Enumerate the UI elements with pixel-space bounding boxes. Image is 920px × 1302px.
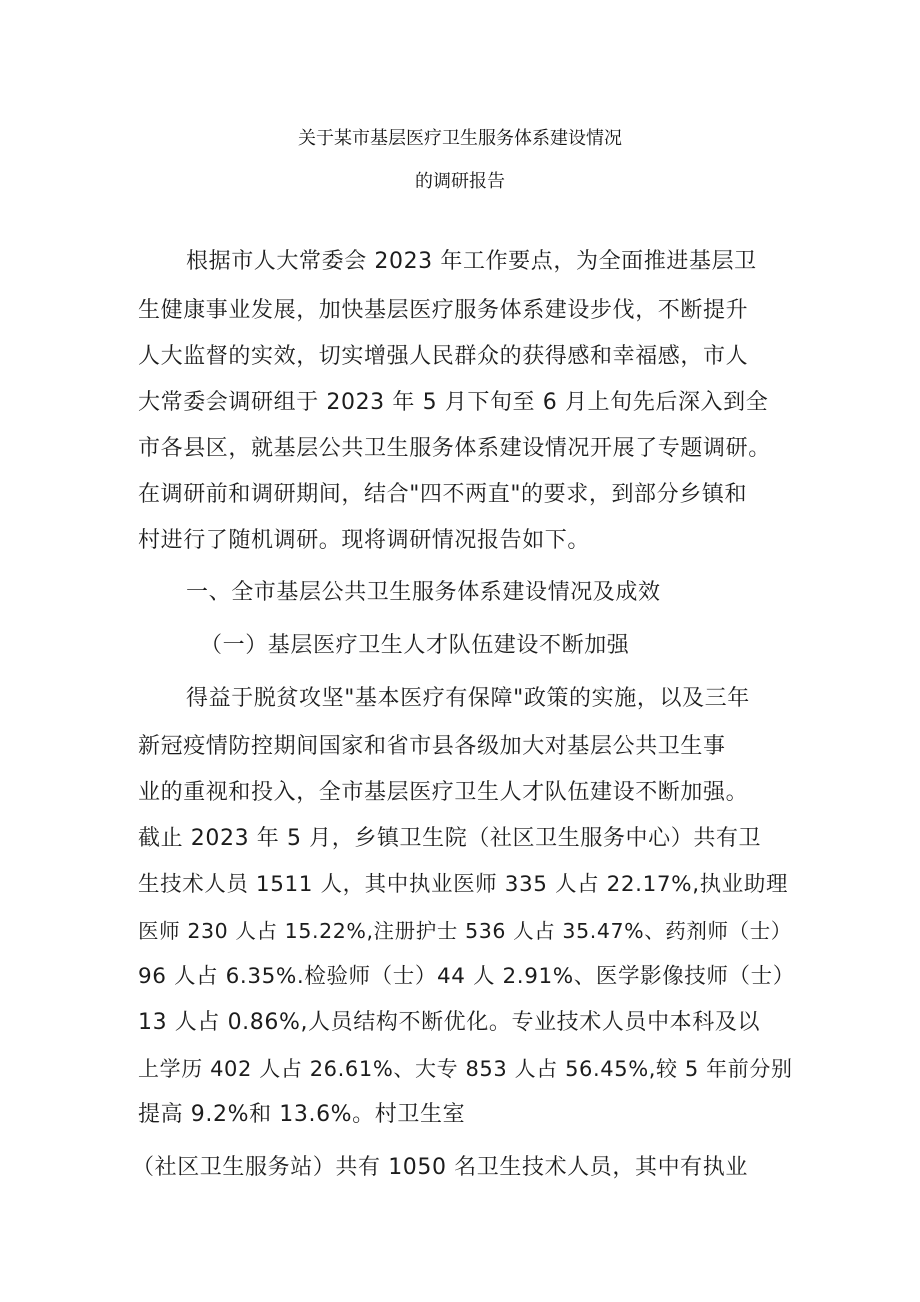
- paragraph-1-line: 在调研前和调研期间，结合"四不两直"的要求，到部分乡镇和: [138, 482, 748, 507]
- paragraph-2-line: 业的重视和投入，全市基层医疗卫生人才队伍建设不断加强。: [138, 780, 749, 805]
- paragraph-2-line: 医师 230 人占 15.22%,注册护士 536 人占 35.47%、药剂师（士）: [138, 919, 792, 943]
- paragraph-2-line: 新冠疫情防控期间国家和省市县各级加大对基层公共卫生事: [138, 734, 726, 759]
- paragraph-1-line: 市各县区，就基层公共卫生服务体系建设情况开展了专题调研。: [138, 436, 771, 461]
- paragraph-1-line: 村进行了随机调研。现将调研情况报告如下。: [138, 528, 591, 553]
- paragraph-3-line: （社区卫生服务站）共有 1050 名卫生技术人员，其中有执业: [132, 1155, 748, 1180]
- paragraph-1-line: 生健康事业发展，加快基层医疗服务体系建设步伐，不断提升: [138, 298, 749, 323]
- paragraph-1-line: 根据市人大常委会 2023 年工作要点，为全面推进基层卫: [186, 249, 757, 274]
- paragraph-2-line: 截止 2023 年 5 月，乡镇卫生院（社区卫生服务中心）共有卫: [138, 826, 762, 851]
- paragraph-1-line: 大常委会调研组于 2023 年 5 月下旬至 6 月上旬先后深入到全: [138, 390, 769, 415]
- section-heading: 一、全市基层公共卫生服务体系建设情况及成效: [186, 580, 661, 605]
- paragraph-2-line: 提高 9.2%和 13.6%。村卫生室: [138, 1102, 466, 1127]
- report-title-line-1: 关于某市基层医疗卫生服务体系建设情况: [298, 128, 622, 149]
- subsection-heading: （一）基层医疗卫生人才队伍建设不断加强: [200, 633, 630, 658]
- paragraph-2-line: 13 人占 0.86%,人员结构不断优化。专业技术人员中本科及以: [138, 1010, 761, 1035]
- paragraph-2-line: 上学历 402 人占 26.61%、大专 853 人占 56.45%,较 5 年前分别: [138, 1057, 793, 1081]
- paragraph-2-line: 96 人占 6.35%.检验师（士）44 人 2.91%、医学影像技师（士）: [138, 964, 795, 989]
- report-title-line-2: 的调研报告: [415, 171, 505, 192]
- paragraph-1-line: 人大监督的实效，切实增强人民群众的获得感和幸福感，市人: [138, 344, 749, 369]
- paragraph-2-line: 生技术人员 1511 人，其中执业医师 335 人占 22.17%,执业助理: [138, 872, 789, 897]
- paragraph-2-line: 得益于脱贫攻坚"基本医疗有保障"政策的实施，以及三年: [186, 686, 750, 711]
